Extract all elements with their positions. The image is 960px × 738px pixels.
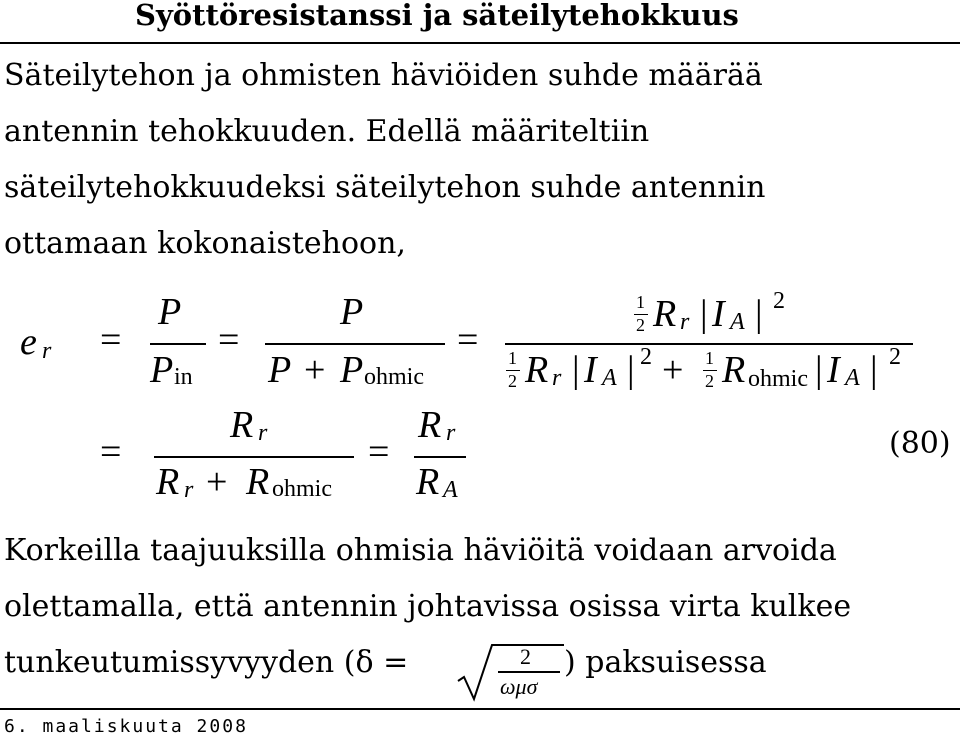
frac3-bar [505, 343, 913, 345]
frac2-bar [265, 343, 445, 345]
frac1-den-p: P [150, 349, 174, 391]
equation-number: (80) [889, 426, 951, 461]
intro-paragraph [4, 48, 765, 272]
second-line-3-before: tunkeutumissyvyyden (δ = [4, 645, 409, 680]
footer-rule [0, 708, 960, 710]
frac3-den-R2: R [722, 349, 746, 391]
frac4-den-R1-sub: r [184, 477, 194, 503]
frac3-den-half1-n: 1 [508, 348, 517, 368]
eq-equals-1: = [100, 319, 122, 361]
frac4-den-R2: R [246, 461, 270, 503]
frac3-den-half1-d: 2 [508, 371, 517, 391]
title-rule [0, 42, 960, 44]
frac1-bar [150, 343, 206, 345]
eq-equals-2: = [218, 319, 240, 361]
sqrt-denominator: ωμσ [500, 674, 538, 699]
frac2-num: P [340, 291, 364, 333]
frac3-den-R: R [525, 349, 549, 391]
footer-date: 6. maaliskuuta 2008 [4, 716, 248, 737]
frac5-num-R: R [418, 404, 442, 446]
intro-line-2: antennin tehokkuuden. Edellä määriteltiin [4, 114, 650, 149]
frac2-den-p1: P [268, 349, 292, 391]
intro-line-1: Säteilytehon ja ohmisten häviöiden suhde määrää [4, 58, 763, 93]
frac3-den-abs4: | [870, 349, 878, 391]
frac4-bar [154, 456, 354, 458]
frac3-num-half-d: 2 [636, 315, 645, 335]
frac4-den-R1: R [156, 461, 180, 503]
eq-equals-5: = [368, 431, 390, 473]
frac3-num-bar2: | [755, 293, 763, 335]
sqrt-numerator: 2 [520, 644, 531, 669]
frac3-den-I2-sub: A [845, 365, 860, 391]
frac3-den-I2: I [827, 349, 840, 391]
sqrt-frac-bar [498, 671, 560, 673]
frac5-num-R-sub: r [446, 420, 456, 446]
second-paragraph [4, 523, 852, 699]
second-line-1: Korkeilla taajuuksilla ohmisia häviöitä voidaan arvoida [4, 533, 837, 568]
second-line-3 [4, 635, 851, 699]
frac4-num-R: R [230, 404, 254, 446]
frac3-den-I: I [584, 349, 597, 391]
second-line-2: olettamalla, että antennin johtavissa osissa virta kulkee [4, 589, 852, 624]
frac3-den-abs3: | [815, 349, 823, 391]
frac5-den-R-sub: A [443, 477, 458, 503]
frac3-den-sq2: 2 [889, 344, 901, 370]
frac3-num-bar1: | [700, 293, 708, 335]
frac3-den-abs1: | [572, 349, 580, 391]
frac3-den-half2-d: 2 [705, 371, 714, 391]
frac3-num-I: I [712, 293, 725, 335]
frac3-den-half2-n: 1 [705, 348, 714, 368]
eq-equals-4: = [100, 431, 122, 473]
slide-title: Syöttöresistanssi ja säteilytehokkuus [135, 0, 739, 32]
frac4-num-R-sub: r [258, 420, 268, 446]
frac3-num-R-sub: r [680, 309, 690, 335]
eq-equals-3: = [457, 319, 479, 361]
frac3-den-plus: + [662, 349, 684, 391]
second-line-3-after: ) paksuisessa [564, 645, 767, 680]
frac5-bar [414, 456, 466, 458]
frac5-den-R: R [416, 461, 440, 503]
frac3-num-I-sub: A [730, 309, 745, 335]
frac3-den-I-sub: A [602, 365, 617, 391]
frac2-den-sub: ohmic [364, 364, 424, 390]
frac4-den-plus: + [206, 461, 228, 503]
frac3-den-R-sub: r [552, 365, 562, 391]
frac4-den-R2-sub: ohmic [272, 476, 332, 502]
eq-e-sub: r [42, 338, 52, 364]
frac3-num-sq: 2 [773, 288, 785, 314]
intro-line-4: ottamaan kokonaistehoon, [4, 226, 406, 261]
frac3-den-R2-sub: ohmic [748, 366, 808, 392]
frac3-den-sq1: 2 [640, 344, 652, 370]
intro-line-3: säteilytehokkuudeksi säteilytehon suhde antennin [4, 170, 766, 205]
eq-e: e [20, 321, 37, 363]
frac3-num-R: R [653, 293, 677, 335]
frac2-den-plus: + [304, 349, 326, 391]
frac3-num-half-n: 1 [636, 292, 645, 312]
frac3-den-abs2: | [627, 349, 635, 391]
frac1-num: P [158, 291, 182, 333]
frac1-den-sub: in [174, 364, 193, 390]
frac2-den-p2: P [340, 349, 364, 391]
